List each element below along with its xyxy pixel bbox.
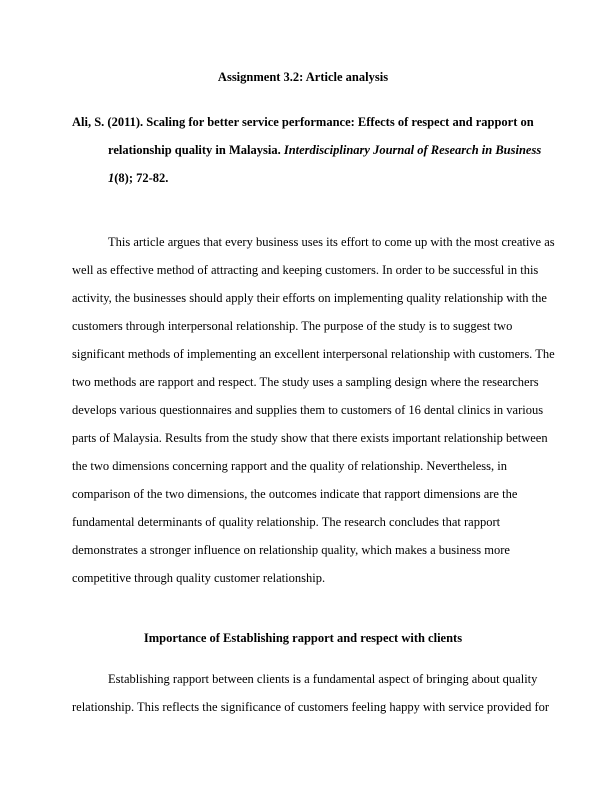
paragraph-line: competitive through quality customer relationship.	[72, 571, 326, 585]
paragraph-line: relationship. This reflects the significance of customers feeling happy with service provided for	[72, 700, 550, 714]
paragraph-line: customers through interpersonal relationship. The purpose of the study is to suggest two	[72, 319, 513, 333]
citation-journal-name: Interdisciplinary Journal of Research in Business	[283, 143, 542, 157]
citation-article-title-end: relationship quality in Malaysia.	[108, 143, 284, 157]
citation	[72, 108, 542, 192]
paragraph-line: This article argues that every business uses its effort to come up with the most creative as	[108, 235, 555, 249]
paragraph-line: significant methods of implementing an excellent interpersonal relationship with customers. The	[72, 347, 555, 361]
paragraph-line: demonstrates a stronger influence on relationship quality, which makes a business more	[72, 543, 510, 557]
citation-line-1: Ali, S. (2011). Scaling for better service performance: Effects of respect and rapport on	[72, 115, 534, 129]
paragraph-line: the two dimensions concerning rapport and the quality of relationship. Nevertheless, in	[72, 459, 507, 473]
paragraph-line: fundamental determinants of quality relationship. The research concludes that rapport	[72, 515, 501, 529]
paragraph-line: Establishing rapport between clients is a fundamental aspect of bringing about quality	[108, 672, 538, 686]
paragraph-importance	[72, 665, 550, 721]
paragraph-line: parts of Malaysia. Results from the study show that there exists important relationship between	[72, 431, 548, 445]
citation-line-2	[72, 136, 542, 164]
section-heading: Importance of Establishing rapport and respect with clients	[143, 631, 463, 645]
paragraph-summary	[72, 228, 555, 592]
paragraph-line: comparison of the two dimensions, the outcomes indicate that rapport dimensions are the	[72, 487, 518, 501]
paragraph-line: well as effective method of attracting and keeping customers. In order to be successful in this	[72, 263, 539, 277]
paragraph-line: develops various questionnaires and supplies them to customers of 16 dental clinics in various	[72, 403, 544, 417]
citation-line-3	[72, 164, 542, 192]
paragraph-line: two methods are rapport and respect. The study uses a sampling design where the researchers	[72, 375, 539, 389]
paragraph-line: activity, the businesses should apply their efforts on implementing quality relationship with the	[72, 291, 547, 305]
citation-volume: 1	[108, 171, 115, 185]
assignment-title: Assignment 3.2: Article analysis	[217, 70, 389, 84]
citation-issue-pages: (8); 72-82.	[114, 171, 169, 185]
